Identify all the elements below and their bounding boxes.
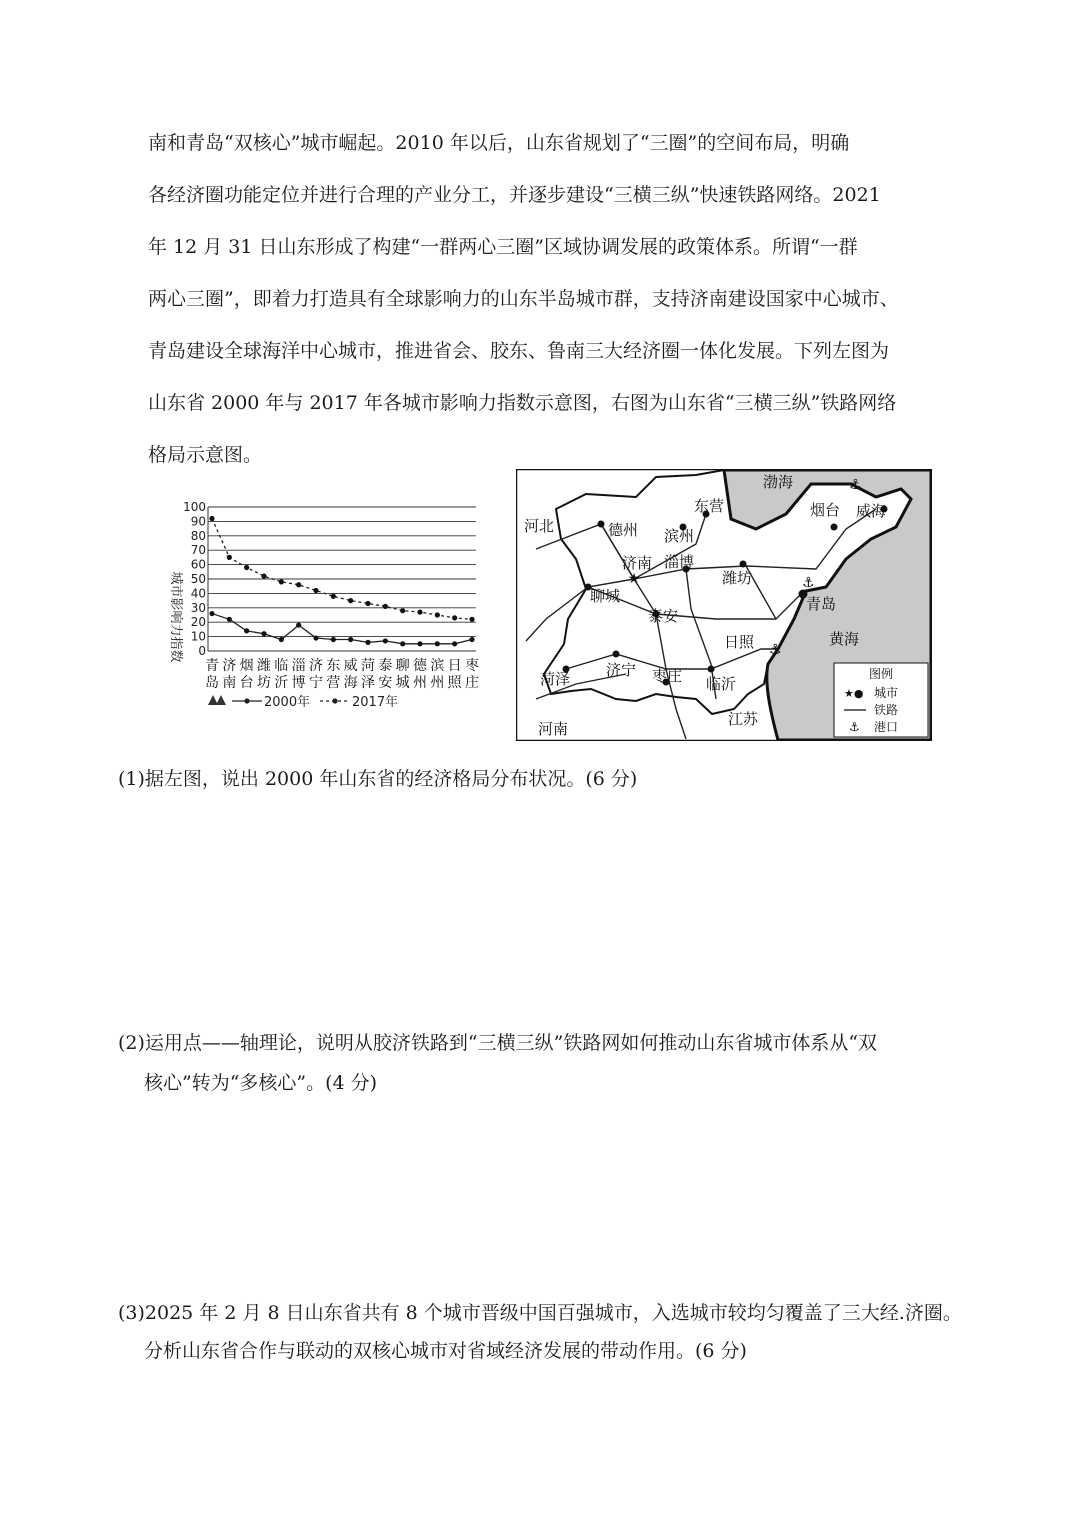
series-2017 bbox=[209, 516, 474, 622]
label-dongying: 东营 bbox=[694, 497, 725, 515]
capital-star-icon: ★ bbox=[627, 571, 641, 587]
data-point bbox=[279, 637, 284, 642]
chart-y-ticks bbox=[183, 500, 206, 658]
x-tick-label: 临 bbox=[274, 658, 289, 674]
x-tick-label: 庄 bbox=[465, 675, 479, 691]
x-tick-label: 聊 bbox=[395, 658, 410, 674]
data-point bbox=[469, 617, 474, 622]
map-legend-railway: 铁路 bbox=[874, 703, 899, 717]
label-yantai: 烟台 bbox=[810, 501, 841, 519]
data-point bbox=[383, 638, 388, 643]
x-tick-label: 博 bbox=[291, 675, 306, 691]
y-tick-label: 20 bbox=[190, 615, 206, 630]
map-legend bbox=[834, 663, 928, 737]
x-tick-label: 南 bbox=[222, 675, 237, 691]
data-point bbox=[209, 611, 214, 616]
data-point bbox=[417, 610, 422, 615]
data-point bbox=[435, 612, 440, 617]
data-point bbox=[452, 641, 457, 646]
label-yellow-sea: 黄海 bbox=[829, 630, 860, 648]
chart-legend bbox=[208, 694, 398, 710]
y-tick-label: 0 bbox=[198, 644, 206, 658]
x-tick-label: 泰 bbox=[378, 658, 393, 674]
anchor-icon: ⚓ bbox=[769, 642, 782, 658]
label-taian: 泰安 bbox=[648, 607, 679, 625]
x-tick-label: 青 bbox=[205, 658, 219, 674]
label-jinan: 济南 bbox=[622, 554, 653, 572]
x-tick-label: 日 bbox=[447, 658, 462, 674]
intro-line: 格局示意图。 bbox=[148, 444, 263, 466]
mountain-icon bbox=[208, 695, 226, 705]
y-tick-label: 80 bbox=[190, 528, 206, 543]
chart-y-axis-label: 城市影响力指数 bbox=[168, 571, 183, 663]
label-zibo: 淄博 bbox=[664, 553, 695, 571]
series-2000 bbox=[209, 611, 474, 646]
x-tick-label: 菏 bbox=[361, 658, 375, 674]
label-linyi: 临沂 bbox=[706, 675, 737, 693]
x-tick-label: 威 bbox=[343, 658, 358, 674]
question-line: 分析山东省合作与联动的双核心城市对省域经济发展的带动作用。(6 分) bbox=[144, 1340, 747, 1362]
label-qingdao: 青岛 bbox=[806, 595, 837, 613]
x-tick-label: 海 bbox=[343, 675, 358, 691]
data-point bbox=[244, 628, 249, 633]
x-tick-label: 台 bbox=[239, 675, 254, 691]
data-point bbox=[452, 615, 457, 620]
map-legend-port: 港口 bbox=[874, 720, 899, 734]
data-point bbox=[296, 582, 301, 587]
label-weihai: 威海 bbox=[856, 502, 887, 520]
label-weifang: 潍坊 bbox=[722, 569, 753, 587]
data-point bbox=[417, 641, 422, 646]
intro-line: 年 12 月 31 日山东形成了构建“一群两心三圈”区域协调发展的政策体系。所谓“一群 bbox=[148, 236, 858, 258]
data-point bbox=[313, 588, 318, 593]
influence-index-chart bbox=[150, 495, 480, 720]
y-tick-label: 100 bbox=[183, 500, 206, 514]
label-bohai: 渤海 bbox=[763, 473, 794, 491]
intro-line: 山东省 2000 年与 2017 年各城市影响力指数示意图，右图为山东省“三横三纵”铁路网络 bbox=[148, 392, 897, 414]
legend-2017-label: 2017年 bbox=[352, 695, 399, 710]
question-line: 核心”转为“多核心”。(4 分) bbox=[144, 1072, 378, 1094]
city-yantai-point bbox=[831, 524, 838, 531]
series-line bbox=[212, 614, 472, 644]
question-line: (1)据左图，说出 2000 年山东省的经济格局分布状况。(6 分) bbox=[118, 768, 638, 790]
data-point bbox=[227, 555, 232, 560]
question-line: (3)2025 年 2 月 8 日山东省共有 8 个城市晋级中国百强城市，入选城市较均匀覆盖了三大经.济圈。 bbox=[118, 1302, 962, 1324]
x-tick-label: 沂 bbox=[274, 675, 289, 691]
city-weifang-point bbox=[740, 561, 747, 568]
data-point bbox=[209, 516, 214, 521]
label-henan: 河南 bbox=[538, 720, 569, 738]
map-legend-city: 城市 bbox=[874, 686, 899, 700]
data-point bbox=[313, 635, 318, 640]
x-tick-label: 德 bbox=[413, 658, 427, 674]
label-heze: 菏泽 bbox=[540, 670, 571, 688]
label-zaozhuang: 枣庄 bbox=[652, 667, 683, 685]
data-point bbox=[296, 622, 301, 627]
intro-line: 青岛建设全球海洋中心城市，推进省会、胶东、鲁南三大经济圈一体化发展。下列左图为 bbox=[148, 340, 890, 362]
map-legend-title: 图例 bbox=[868, 667, 894, 681]
legend-2017-marker bbox=[332, 698, 337, 703]
data-point bbox=[348, 637, 353, 642]
x-tick-label: 滨 bbox=[430, 658, 445, 674]
railway-network-map bbox=[516, 469, 932, 741]
label-jining: 济宁 bbox=[606, 661, 637, 679]
anchor-icon: ⚓ bbox=[802, 575, 815, 591]
x-tick-label: 潍 bbox=[257, 658, 271, 674]
label-dezhou: 德州 bbox=[608, 521, 639, 539]
data-point bbox=[400, 641, 405, 646]
y-tick-label: 40 bbox=[190, 586, 206, 601]
question-line: (2)运用点——轴理论，说明从胶济铁路到“三横三纵”铁路网如何推动山东省城市体系从“双 bbox=[118, 1032, 878, 1054]
x-tick-label: 照 bbox=[447, 675, 462, 691]
anchor-icon: ⚓ bbox=[849, 477, 862, 493]
y-tick-label: 70 bbox=[190, 543, 206, 558]
legend-city-icon: ★● bbox=[844, 687, 864, 700]
label-binzhou: 滨州 bbox=[664, 527, 695, 545]
city-dezhou-point bbox=[598, 521, 605, 528]
x-tick-label: 宁 bbox=[309, 675, 323, 691]
city-linyi-point bbox=[708, 666, 715, 673]
series-line bbox=[212, 519, 472, 620]
x-tick-label: 坊 bbox=[257, 675, 271, 691]
intro-line: 南和青岛“双核心”城市崛起。2010 年以后，山东省规划了“三圈”的空间布局，明确 bbox=[148, 132, 850, 154]
data-point bbox=[279, 579, 284, 584]
data-point bbox=[331, 637, 336, 642]
data-point bbox=[365, 601, 370, 606]
data-point bbox=[383, 604, 388, 609]
intro-line: 两心三圈”，即着力打造具有全球影响力的山东半岛城市群，支持济南建设国家中心城市、 bbox=[148, 288, 899, 310]
city-jining-point bbox=[613, 651, 620, 658]
data-point bbox=[261, 631, 266, 636]
legend-2000-label: 2000年 bbox=[264, 695, 311, 710]
x-tick-label: 济 bbox=[222, 658, 237, 674]
label-jiangsu: 江苏 bbox=[728, 710, 759, 728]
intro-line: 各经济圈功能定位并进行合理的产业分工，并逐步建设“三横三纵”快速铁路网络。2021 bbox=[148, 184, 881, 206]
x-tick-label: 济 bbox=[309, 658, 323, 674]
x-tick-label: 营 bbox=[326, 675, 341, 691]
y-tick-label: 60 bbox=[190, 557, 206, 572]
legend-2000-marker bbox=[244, 698, 249, 703]
data-point bbox=[261, 574, 266, 579]
x-tick-label: 东 bbox=[326, 658, 341, 674]
y-tick-label: 30 bbox=[190, 600, 206, 615]
x-tick-label: 烟 bbox=[239, 658, 254, 674]
x-tick-label: 泽 bbox=[361, 675, 375, 691]
y-tick-label: 90 bbox=[190, 514, 206, 529]
data-point bbox=[435, 641, 440, 646]
label-liaocheng: 聊城 bbox=[590, 587, 621, 605]
data-point bbox=[227, 617, 232, 622]
data-point bbox=[348, 598, 353, 603]
x-tick-label: 州 bbox=[413, 675, 427, 691]
x-tick-label: 安 bbox=[378, 675, 393, 691]
chart-x-labels bbox=[205, 657, 479, 691]
x-tick-label: 淄 bbox=[291, 658, 306, 674]
y-tick-label: 10 bbox=[190, 629, 206, 644]
y-tick-label: 50 bbox=[190, 572, 206, 586]
x-tick-label: 岛 bbox=[205, 675, 219, 691]
legend-port-icon: ⚓ bbox=[849, 720, 860, 734]
data-point bbox=[244, 565, 249, 570]
label-rizhao: 日照 bbox=[724, 633, 755, 651]
data-point bbox=[331, 594, 336, 599]
data-point bbox=[400, 608, 405, 613]
data-point bbox=[469, 637, 474, 642]
label-hebei: 河北 bbox=[524, 517, 555, 535]
x-tick-label: 城 bbox=[395, 675, 410, 691]
x-tick-label: 州 bbox=[430, 675, 445, 691]
data-point bbox=[365, 640, 370, 645]
x-tick-label: 枣 bbox=[465, 658, 479, 674]
